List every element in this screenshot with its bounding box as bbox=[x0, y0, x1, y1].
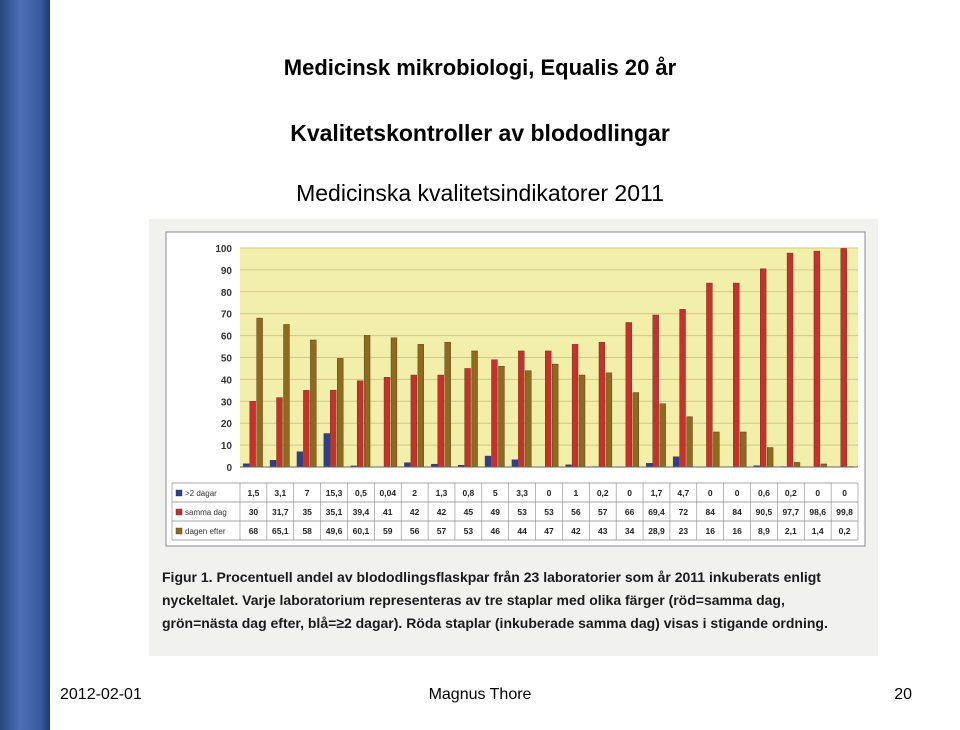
data-label: 84 bbox=[732, 507, 742, 517]
data-label: 0 bbox=[546, 488, 552, 498]
bar-olive bbox=[794, 462, 800, 467]
data-label: 16 bbox=[732, 526, 742, 536]
legend-key-blue bbox=[176, 490, 182, 496]
bar-red bbox=[277, 398, 283, 467]
bar-olive bbox=[284, 324, 290, 467]
bar-red bbox=[599, 342, 605, 467]
bar-blue bbox=[485, 456, 491, 467]
data-label: 53 bbox=[463, 526, 474, 536]
bar-red bbox=[626, 322, 632, 467]
bar-olive bbox=[579, 375, 585, 467]
bar-red bbox=[706, 283, 712, 467]
bar-red bbox=[438, 375, 444, 467]
data-label: 23 bbox=[678, 526, 689, 536]
y-tick-label: 10 bbox=[220, 441, 232, 453]
data-label: 44 bbox=[517, 526, 527, 536]
data-label: 53 bbox=[517, 507, 527, 517]
bar-olive bbox=[525, 371, 531, 467]
bar-red bbox=[303, 390, 309, 467]
bar-red bbox=[384, 377, 390, 467]
bar-olive bbox=[445, 342, 451, 467]
footer-page-number: 20 bbox=[894, 686, 912, 703]
y-tick-label: 60 bbox=[220, 331, 232, 343]
data-label: 72 bbox=[678, 507, 689, 517]
data-label: 1,5 bbox=[247, 488, 260, 498]
slide-subtitle: Kvalitetskontroller av blododlingar bbox=[290, 120, 670, 146]
data-label: 53 bbox=[544, 507, 554, 517]
data-label: 57 bbox=[598, 507, 608, 517]
data-label: 46 bbox=[490, 526, 500, 536]
y-tick-label: 50 bbox=[220, 353, 232, 365]
data-label: 1,4 bbox=[811, 526, 824, 536]
data-label: 41 bbox=[383, 507, 393, 517]
bar-red bbox=[465, 368, 471, 467]
bar-red bbox=[357, 381, 363, 467]
y-tick-label: 30 bbox=[220, 397, 232, 409]
bar-blue bbox=[512, 460, 518, 467]
bar-olive bbox=[633, 393, 639, 467]
y-tick-label: 90 bbox=[220, 265, 232, 277]
data-label: 7 bbox=[304, 488, 310, 498]
data-label: 42 bbox=[409, 507, 420, 517]
data-label: 69,4 bbox=[648, 507, 665, 517]
data-label: 49,6 bbox=[325, 526, 343, 536]
y-tick-label: 0 bbox=[226, 463, 232, 474]
data-label: 58 bbox=[302, 526, 312, 536]
bar-blue bbox=[404, 463, 410, 467]
data-label: 56 bbox=[571, 507, 581, 517]
y-tick-label: 40 bbox=[220, 375, 232, 387]
slide-heading: Medicinska kvalitetsindikatorer 2011 bbox=[296, 180, 664, 206]
bar-red bbox=[814, 251, 820, 467]
y-tick-label: 20 bbox=[220, 419, 232, 431]
slide-title: Medicinsk mikrobiologi, Equalis 20 år bbox=[283, 55, 677, 80]
data-label: 59 bbox=[383, 526, 393, 536]
data-label: 56 bbox=[409, 526, 420, 536]
data-label: 15,3 bbox=[325, 488, 343, 498]
data-label: 98,6 bbox=[809, 507, 826, 517]
data-label: 49 bbox=[490, 507, 500, 517]
data-label: 84 bbox=[705, 507, 715, 517]
bar-red bbox=[330, 390, 336, 467]
bar-red bbox=[841, 248, 847, 467]
data-label: 0,2 bbox=[784, 488, 797, 498]
data-label: 0 bbox=[707, 488, 713, 498]
data-label: 66 bbox=[624, 507, 635, 517]
bar-olive bbox=[767, 448, 773, 467]
data-label: 8,9 bbox=[758, 526, 770, 536]
data-label: 0 bbox=[734, 488, 740, 498]
bar-olive bbox=[498, 366, 504, 467]
bar-olive bbox=[606, 373, 612, 467]
data-label: 60,1 bbox=[352, 526, 370, 536]
bar-olive bbox=[713, 432, 719, 467]
footer-date: 2012-02-01 bbox=[60, 686, 142, 703]
data-label: 1,7 bbox=[650, 488, 663, 498]
data-label: 28,9 bbox=[648, 526, 665, 536]
data-label: 0,2 bbox=[596, 488, 609, 498]
data-label: 68 bbox=[248, 526, 259, 536]
data-label: 0 bbox=[815, 488, 821, 498]
bar-red bbox=[760, 269, 766, 467]
data-label: 3,3 bbox=[516, 488, 529, 498]
bar-blue bbox=[270, 460, 276, 467]
bar-olive bbox=[660, 404, 666, 467]
data-label: 0 bbox=[627, 488, 632, 498]
data-label: 3,1 bbox=[274, 488, 287, 498]
data-label: 30 bbox=[248, 507, 259, 517]
bar-olive bbox=[472, 351, 478, 467]
data-label: 0,04 bbox=[379, 488, 397, 498]
bar-red bbox=[545, 351, 551, 467]
data-label: 42 bbox=[436, 507, 447, 517]
figure-caption: Figur 1. Procentuell andel av blododlingsflaskpar från 23 laboratorier som år 2011 inkuberats enligt nyckeltalet. Varje laboratorium representeras av tre staplar med olika färger (röd=samma dag, grön=nästa dag efter, blå=≥2 dagar). Röda staplar (inkuberade samma dag) visas i stigande ordning. bbox=[162, 569, 828, 631]
bar-red bbox=[411, 375, 417, 467]
data-label: 2 bbox=[412, 488, 418, 498]
data-label: 90,5 bbox=[755, 507, 773, 517]
legend-label: >2 dagar bbox=[185, 489, 217, 498]
data-label: 34 bbox=[624, 526, 635, 536]
bar-red bbox=[653, 315, 659, 467]
legend-key-olive bbox=[176, 528, 182, 534]
data-label: 4,7 bbox=[677, 488, 690, 498]
data-label: 47 bbox=[544, 526, 554, 536]
data-label: 35 bbox=[302, 507, 312, 517]
y-tick-label: 100 bbox=[215, 244, 232, 255]
data-label: 43 bbox=[598, 526, 608, 536]
bar-red bbox=[491, 360, 497, 467]
bar-olive bbox=[552, 364, 558, 467]
footer-author: Magnus Thore bbox=[428, 686, 532, 703]
bar-olive bbox=[391, 338, 397, 467]
data-label: 99,8 bbox=[836, 507, 853, 517]
y-tick-label: 70 bbox=[220, 309, 232, 321]
bar-red bbox=[518, 351, 524, 467]
legend-label: dagen efter bbox=[185, 527, 226, 536]
data-label: 0,8 bbox=[462, 488, 475, 498]
bar-olive bbox=[310, 340, 316, 467]
data-label: 42 bbox=[571, 526, 581, 536]
data-label: 1,3 bbox=[435, 488, 448, 498]
legend-key-red bbox=[176, 509, 182, 515]
bar-red bbox=[572, 344, 578, 467]
bar-blue bbox=[673, 457, 679, 467]
bar-red bbox=[680, 309, 686, 467]
data-label: 16 bbox=[705, 526, 715, 536]
bar-olive bbox=[337, 358, 343, 467]
bar-red bbox=[250, 401, 256, 467]
data-label: 39,4 bbox=[352, 507, 370, 517]
data-label: 2,1 bbox=[784, 526, 797, 536]
bar-red bbox=[787, 253, 793, 467]
bar-olive bbox=[687, 417, 693, 467]
data-label: 1 bbox=[573, 488, 579, 498]
y-tick-label: 80 bbox=[220, 287, 232, 299]
bar-olive bbox=[364, 335, 370, 467]
data-label: 0,6 bbox=[758, 488, 770, 498]
data-label: 31,7 bbox=[272, 507, 289, 517]
data-label: 5 bbox=[492, 488, 498, 498]
data-label: 0,2 bbox=[838, 526, 851, 536]
data-label: 45 bbox=[463, 507, 474, 517]
bar-olive bbox=[418, 344, 424, 467]
data-label: 35,1 bbox=[325, 507, 343, 517]
bar-olive bbox=[740, 432, 746, 467]
bar-olive bbox=[257, 318, 263, 467]
bar-red bbox=[733, 283, 739, 467]
data-label: 0 bbox=[842, 488, 847, 498]
data-label: 65,1 bbox=[272, 526, 289, 536]
bar-blue bbox=[297, 452, 303, 467]
bar-blue bbox=[646, 463, 652, 467]
data-label: 57 bbox=[436, 526, 447, 536]
data-label: 0,5 bbox=[354, 488, 367, 498]
legend-label: samma dag bbox=[185, 508, 227, 517]
bar-blue bbox=[324, 433, 330, 467]
data-label: 97,7 bbox=[782, 507, 800, 517]
